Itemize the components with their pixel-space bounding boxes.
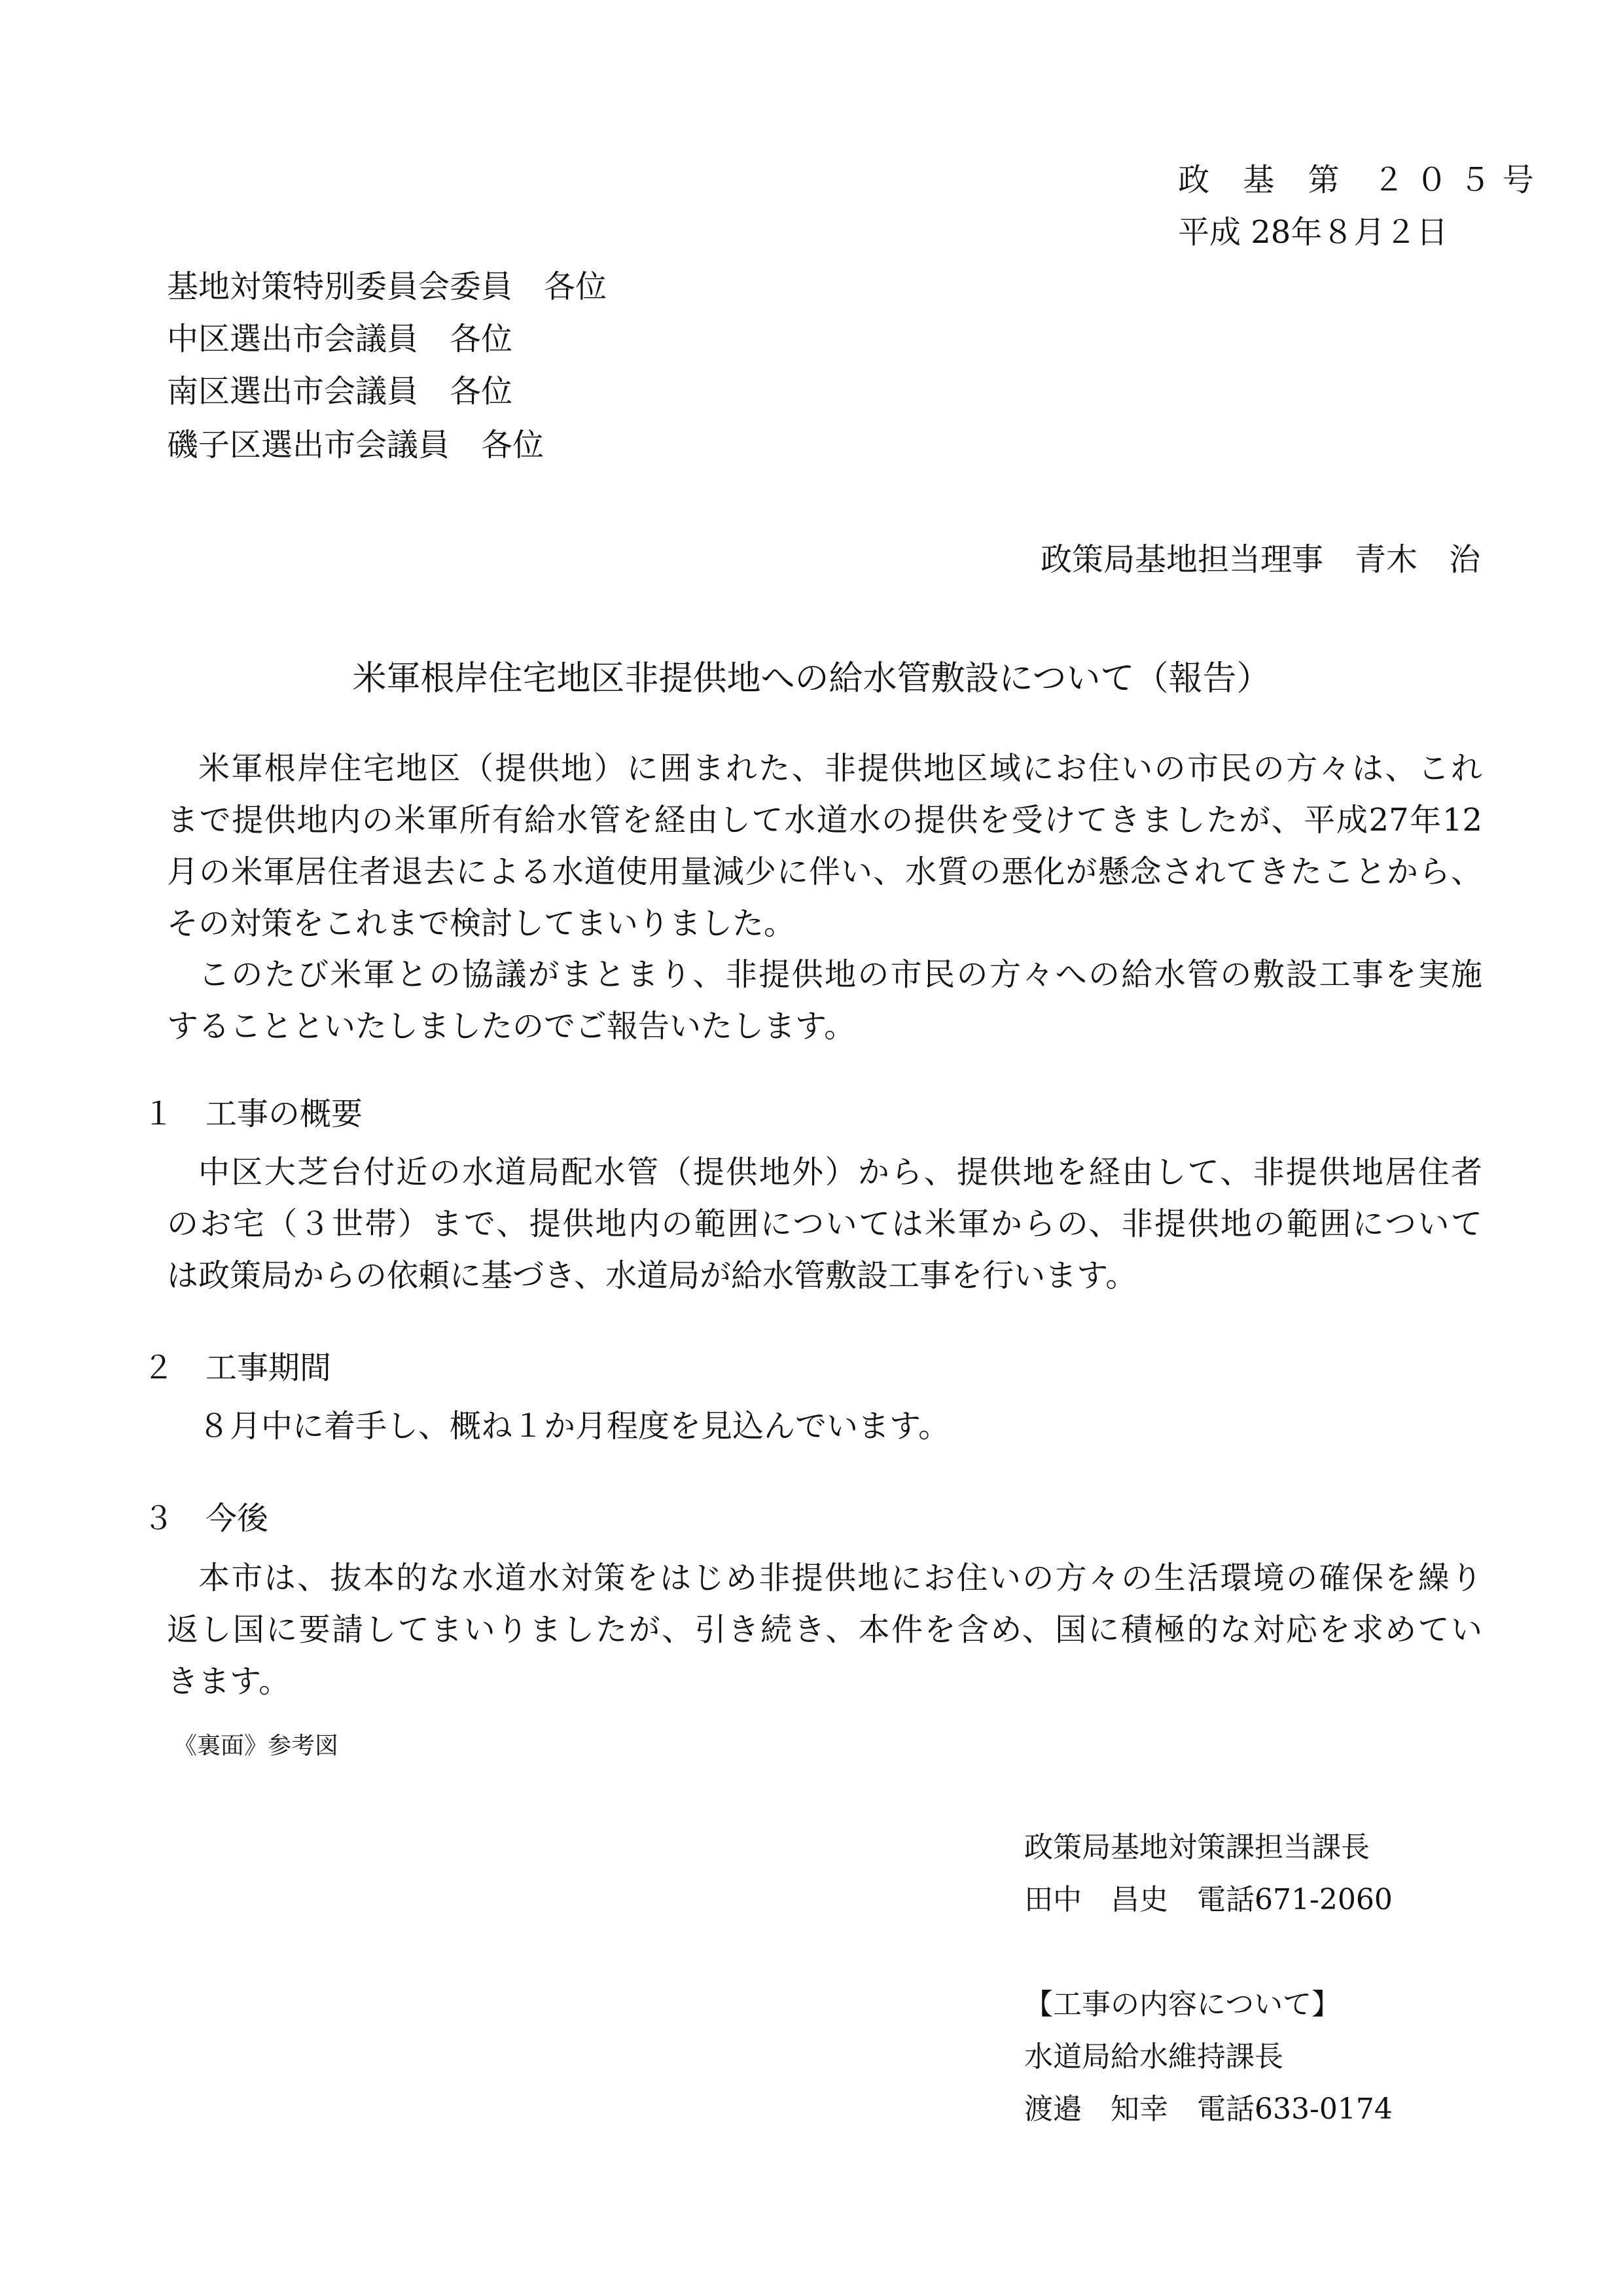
sender-line: 政策局基地担当理事 青木 治 xyxy=(1040,541,1480,578)
contact-primary-title: 政策局基地対策課担当課長 xyxy=(1024,1831,1370,1864)
paragraph-line: は政策局からの依頼に基づき、水道局が給水管敷設工事を行います。 xyxy=(167,1257,1137,1294)
paragraph-line: 米軍根岸住宅地区（提供地）に囲まれた、非提供地区域にお住いの市民の方々は、これ xyxy=(198,750,1482,787)
paragraph-line: 返し国に要請してまいりましたが、引き続き、本件を含め、国に積極的な対応を求めてい xyxy=(167,1611,1482,1648)
paragraph-line: まで提供地内の米軍所有給水管を経由して水道水の提供を受けてきましたが、平成27年12 xyxy=(167,802,1482,838)
document-reference-number: 政 基 第 ２０５号 xyxy=(1178,162,1546,198)
document-date: 平成 28年８月２日 xyxy=(1178,214,1448,251)
recipient-line: 中区選出市会議員 各位 xyxy=(167,321,513,357)
paragraph-line: このたび米軍との協議がまとまり、非提供地の市民の方々への給水管の敷設工事を実施 xyxy=(198,956,1482,993)
contact-construction-label: 【工事の内容について】 xyxy=(1024,1988,1341,2021)
intro-paragraph-1 xyxy=(167,743,1482,950)
paragraph-line: 本市は、抜本的な水道水対策をはじめ非提供地にお住いの方々の生活環境の確保を繰り xyxy=(198,1560,1482,1596)
section-heading-period: ２ 工事期間 xyxy=(143,1350,332,1386)
section-heading-future: ３ 今後 xyxy=(143,1500,269,1537)
section-body-period xyxy=(167,1401,1482,1452)
contact-primary-name-phone: 田中 昌史 電話671-2060 xyxy=(1024,1883,1393,1916)
paragraph-line: することといたしましたのでご報告いたします。 xyxy=(167,1008,856,1045)
paragraph-line: 月の米軍居住者退去による水道使用量減少に伴い、水質の悪化が懸念されてきたことから、 xyxy=(167,853,1482,890)
paragraph-line: 中区大芝台付近の水道局配水管（提供地外）から、提供地を経由して、非提供地居住者 xyxy=(198,1154,1482,1191)
paragraph-line: きます。 xyxy=(167,1663,291,1700)
paragraph-line: のお宅（３世帯）まで、提供地内の範囲については米軍からの、非提供地の範囲について xyxy=(167,1206,1482,1242)
document-title: 米軍根岸住宅地区非提供地への給水管敷設について（報告） xyxy=(352,659,1271,698)
contact-construction-name-phone: 渡邉 知幸 電話633-0174 xyxy=(1024,2092,1393,2126)
contact-construction-title: 水道局給水維持課長 xyxy=(1024,2040,1283,2073)
section-body-overview xyxy=(167,1147,1482,1302)
paragraph-line: ８月中に着手し、概ね１か月程度を見込んでいます。 xyxy=(198,1408,950,1444)
intro-paragraph-2 xyxy=(167,949,1482,1052)
reverse-side-note: 《裏面》参考図 xyxy=(173,1732,339,1759)
section-heading-overview: １ 工事の概要 xyxy=(143,1096,363,1132)
recipient-line: 磯子区選出市会議員 各位 xyxy=(167,427,544,463)
paragraph-line: その対策をこれまで検討してまいりました。 xyxy=(167,905,796,942)
recipient-line: 基地対策特別委員会委員 各位 xyxy=(167,268,607,305)
recipient-line: 南区選出市会議員 各位 xyxy=(167,373,513,410)
section-body-future xyxy=(167,1552,1482,1708)
